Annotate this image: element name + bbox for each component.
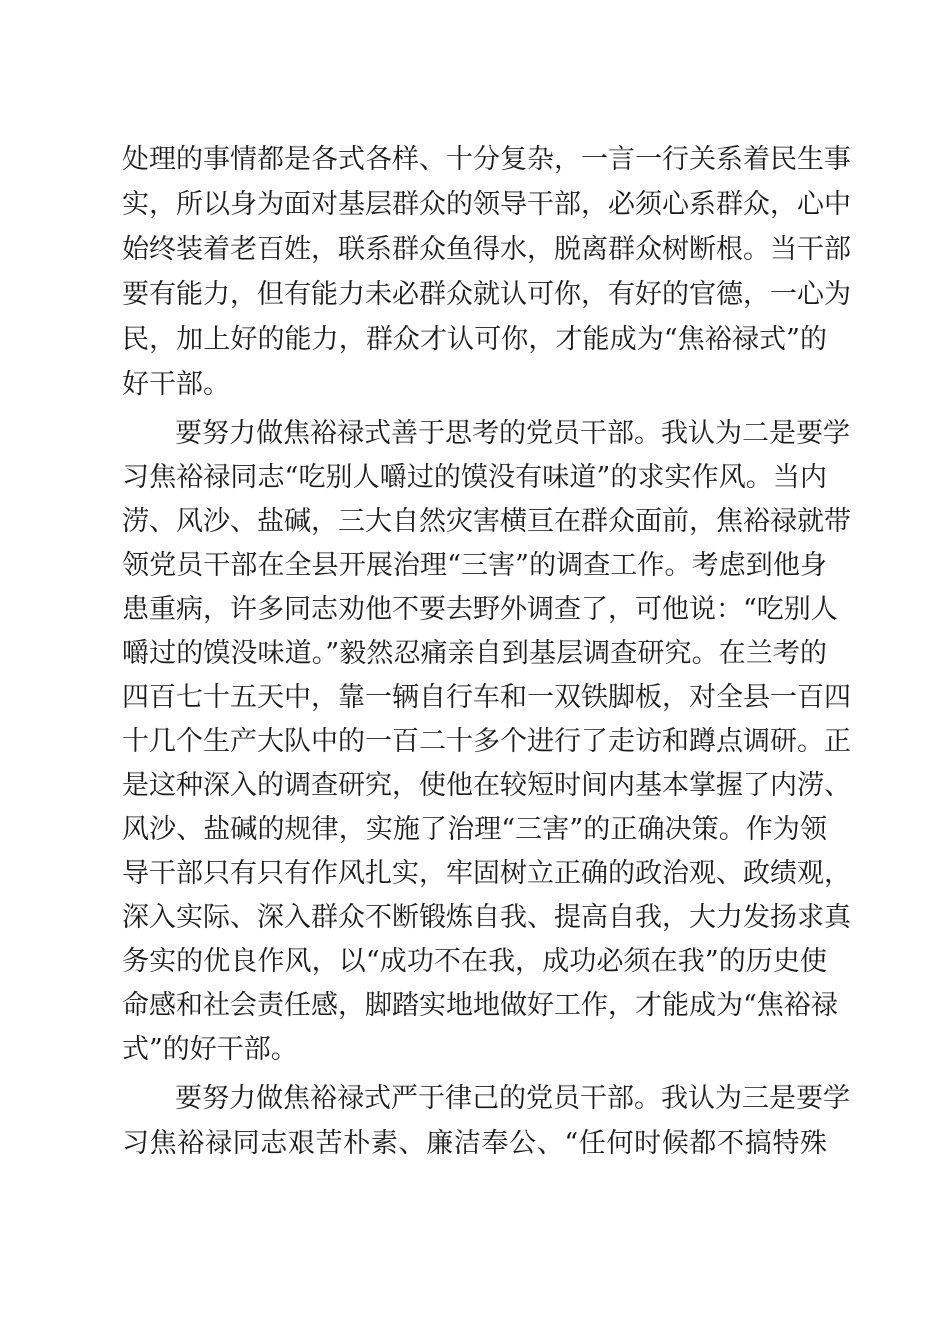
- text-line: 四百七十五天中，靠一辆自行车和一双铁脚板，对全县一百四: [122, 682, 851, 713]
- paragraph-first-line: 要努力做焦裕禄式善于思考的党员干部。我认为二是要学: [175, 418, 850, 449]
- text-line: 始终装着老百姓，联系群众鱼得水，脱离群众树断根。当干部: [122, 234, 851, 265]
- text-line: 患重病，许多同志劝他不要去野外调查了，可他说：“吃别人: [122, 594, 838, 625]
- text-line: 好干部。: [122, 369, 230, 400]
- text-line: 务实的优良作风，以“成功不在我，成功必须在我”的历史使: [122, 946, 827, 977]
- text-line: 式”的好干部。: [122, 1034, 298, 1065]
- text-line: 涝、风沙、盐碱，三大自然灾害横亘在群众面前，焦裕禄就带: [122, 506, 851, 537]
- text-line: 要有能力，但有能力未必群众就认可你，有好的官德，一心为: [122, 279, 851, 310]
- text-line: 实，所以身为面对基层群众的领导干部，必须心系群众，心中: [122, 189, 851, 220]
- text-line: 处理的事情都是各式各样、十分复杂，一言一行关系着民生事: [122, 144, 851, 175]
- text-line: 导干部只有只有作风扎实，牢固树立正确的政治观、政绩观，: [122, 858, 851, 889]
- text-line: 领党员干部在全县开展治理“三害”的调查工作。考虑到他身: [122, 550, 827, 581]
- text-line: 嚼过的馍没味道。”毅然忍痛亲自到基层调查研究。在兰考的: [122, 638, 827, 669]
- text-line: 命感和社会责任感，脚踏实地地做好工作，才能成为“焦裕禄: [122, 990, 838, 1021]
- paragraph-first-line: 要努力做焦裕禄式严于律己的党员干部。我认为三是要学: [175, 1083, 850, 1114]
- text-line: 是这种深入的调查研究，使他在较短时间内基本掌握了内涝、: [122, 770, 851, 801]
- text-line: 习焦裕禄同志“吃别人嚼过的馍没有味道”的求实作风。当内: [122, 462, 827, 493]
- text-line: 习焦裕禄同志艰苦朴素、廉洁奉公、“任何时候都不搞特殊: [122, 1128, 827, 1159]
- text-line: 十几个生产大队中的一百二十多个进行了走访和蹲点调研。正: [122, 726, 851, 757]
- text-line: 深入实际、深入群众不断锻炼自我、提高自我，大力发扬求真: [122, 902, 851, 933]
- text-line: 民，加上好的能力，群众才认可你，才能成为“焦裕禄式”的: [122, 324, 827, 355]
- text-line: 风沙、盐碱的规律，实施了治理“三害”的正确决策。作为领: [122, 814, 827, 845]
